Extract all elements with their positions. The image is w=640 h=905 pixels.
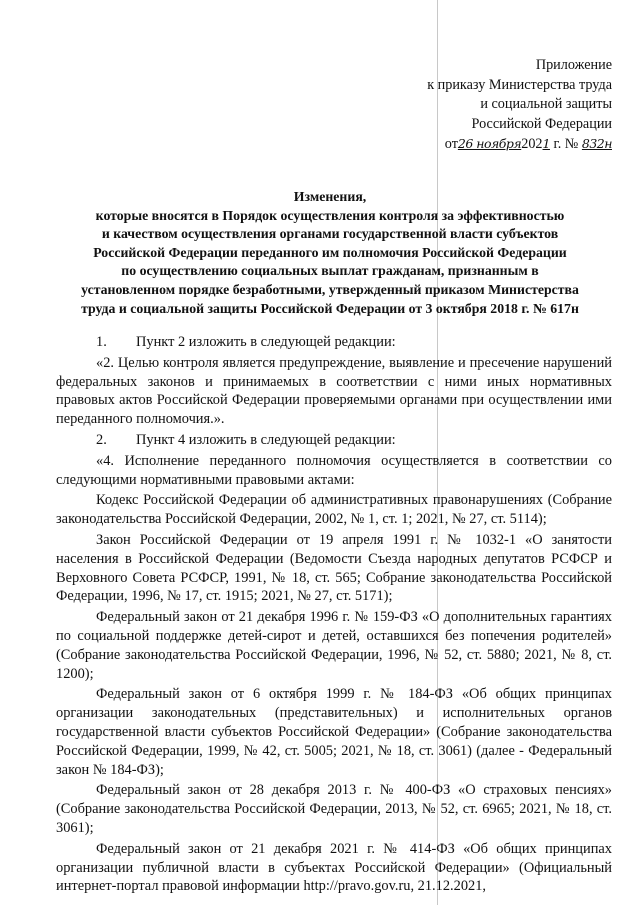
paragraph-point-4: «4. Исполнение переданного полномочия осуществляется в соответствии со следующими нормативными правовыми актами: — [56, 452, 612, 488]
paragraph-employment-law: Закон Российской Федерации от 19 апреля 1991 г. № 1032-1 «О занятости населения в Российской Федерации (Ведомости Съезда народных депутатов РСФСР и Верховного Совета РСФСР, 1991, № 18, ст. 565; Собрание законодательства Российской Федерации, 1996, № 17, ст. 1915; 2021, № 27, ст. 5171); — [56, 531, 612, 605]
paragraph-point-2: «2. Целью контроля является предупреждение, выявление и пресечение нарушений федеральных законов и принимаемых в соответствии с ними иных нормативных правовых актов Российской Федерации проверяемыми органами при осуществлении ими переданного полномочия.». — [56, 354, 612, 428]
paragraph-law-400: Федеральный закон от 28 декабря 2013 г. № 400-ФЗ «О страховых пенсиях» (Собрание законодательства Российской Федерации, 2013, № 52, ст. 6965; 2021, № 18, ст. 3061); — [56, 782, 612, 836]
item-number: 1. — [96, 334, 107, 350]
appendix-line-ministry: и социальной защиты — [480, 96, 612, 112]
document-body — [56, 333, 612, 898]
heading-line-3: и качеством осуществления органами государственной власти субъектов — [101, 226, 559, 242]
item-text: Пункт 2 изложить в следующей редакции: — [136, 334, 396, 350]
order-date-line — [402, 134, 612, 155]
date-prefix: от — [444, 136, 458, 152]
document-heading — [52, 188, 608, 318]
heading-line-4: Российской Федерации переданного им полномочия Российской Федерации — [93, 244, 567, 260]
appendix-line-country: Российской Федерации — [471, 115, 612, 132]
paragraph-law-414: Федеральный закон от 21 декабря 2021 г. № 414-ФЗ «Об общих принципах организации публичной власти в субъектах Российской Федерации» (Официальный интернет-портал правовой информации http://pravo.gov.ru, 21.12.2021, — [56, 840, 612, 895]
amendment-item-2 — [56, 431, 612, 450]
handwritten-date: 26 ноября — [457, 136, 522, 151]
heading-line-6: установленном порядке безработными, утвержденный приказом Министерства — [81, 281, 579, 297]
year-printed: 202 — [521, 136, 543, 152]
paragraph-law-184: Федеральный закон от 6 октября 1999 г. № 184-ФЗ «Об общих принципах организации законодательных (представительных) и исполнительных органов государственной власти субъектов Российской Федерации» (Собрание законодательства Российской Федерации, 1999, № 42, ст. 5005; 2021, № 18, ст. 3061) (далее - Федеральный закон № 184-ФЗ); — [56, 686, 612, 778]
amendment-item-1 — [56, 333, 612, 352]
paragraph-law-159: Федеральный закон от 21 декабря 1996 г. № 159-ФЗ «О дополнительных гарантиях по социальной поддержке детей-сирот и детей, оставшихся без попечения родителей» (Собрание законодательства Российской Федерации, 1996, № 52, ст. 5880; 2021, № 8, ст. 1200); — [56, 609, 612, 682]
appendix-line-order: к приказу Министерства труда — [427, 76, 612, 93]
handwritten-order-number: 832н — [581, 136, 612, 151]
heading-line-1: Изменения, — [293, 189, 367, 204]
item-number: 2. — [96, 431, 107, 448]
appendix-title: Приложение — [535, 57, 612, 73]
heading-line-7: труда и социальной защиты Российской Федерации от 3 октября 2018 г. № 617н — [81, 300, 579, 316]
heading-line-5: по осуществлению социальных выплат гражданам, признанным в — [121, 263, 539, 279]
item-text: Пункт 4 изложить в следующей редакции: — [136, 431, 396, 448]
heading-line-2: которые вносятся в Порядок осуществления контроля за эффективностью — [95, 207, 565, 223]
handwritten-year-digit: 1 — [542, 136, 550, 151]
paragraph-admin-code: Кодекс Российской Федерации об административных правонарушениях (Собрание законодательства Российской Федерации, 2002, № 1, ст. 1; 2021, № 27, ст. 5114); — [56, 492, 612, 528]
appendix-block — [402, 56, 612, 155]
year-suffix: г. № — [549, 136, 579, 152]
